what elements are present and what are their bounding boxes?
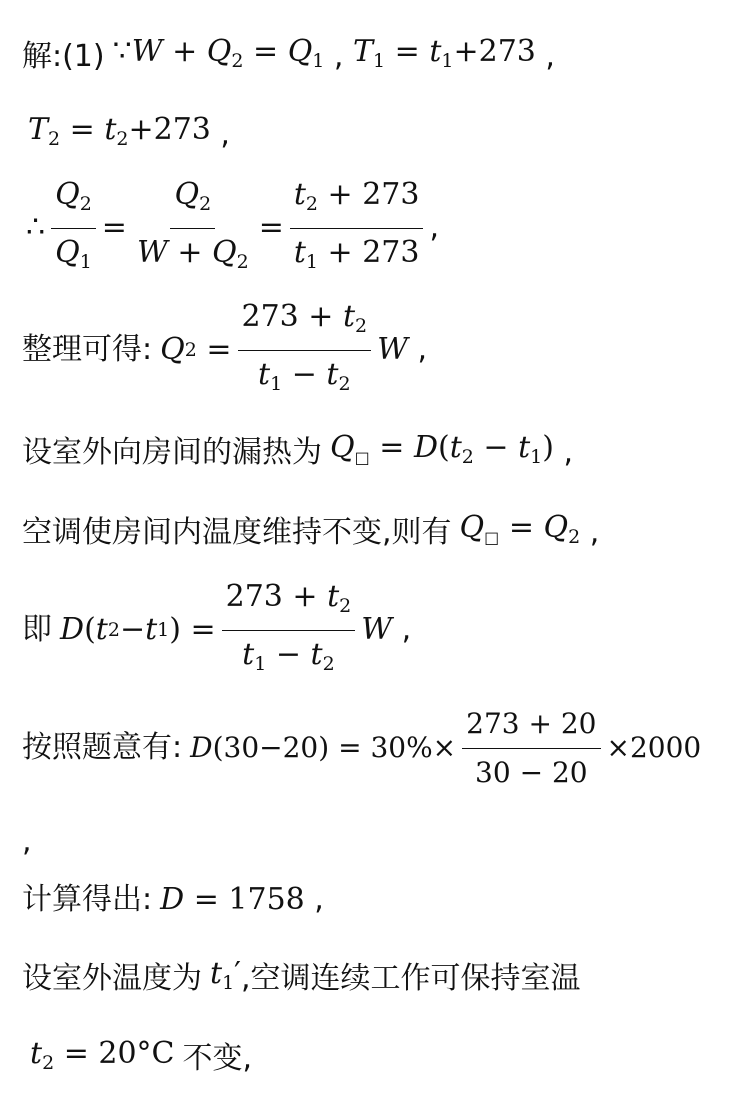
solution-line-leak: 设室外向房间的漏热为 $Q_□ = D(t_2 - t_1)$ ,: [22, 428, 738, 478]
equation-equate: D ( t 2 − t 1 ) = $\frac{273 + t_2}{t_1 - t_2}$ W: [60, 578, 393, 675]
solution-line-2: $T_2 = t_2+273$ ,: [28, 110, 738, 159]
equation-Q2: Q 2 = $\frac{273 + t_2}{t_1 - t_2}$ W: [160, 298, 408, 395]
equation-result: D = 1758: [160, 882, 305, 917]
equation-t1-prime: $t_1'$: [210, 956, 241, 994]
solution-line-equate: 即 D ( t 2 − t 1 ) = $\frac{273 + t_2}{t_1 - t_2}$ W ,: [22, 590, 738, 670]
solution-line-result: 计算得出: D = 1758 ,: [22, 880, 738, 920]
equation-energy: ∵W + $Q_2 = Q_1$: [112, 34, 325, 72]
equation-T2: $T_2 = t_2+273$: [28, 112, 211, 150]
solution-line-balance: 空调使房间内温度维持不变,则有 $Q_□ = Q_2$ ,: [22, 508, 738, 558]
solution-line-comma: ,: [22, 824, 32, 859]
equation-T1: $T_1 = t_1+273$: [353, 34, 536, 72]
solution-label: 解:(1): [22, 38, 105, 74]
solution-line-1: 解:(1) ∵W + $Q_2 = Q_1$ , $T_1 = t_1+273$ ,: [22, 32, 738, 81]
equation-ratio: ∴ $\frac{Q_2}{Q_1}$ = $\frac{Q_2}{W + Q_2}$ = $\frac{t_2 + 273}{t_1 + 273}$: [26, 175, 429, 282]
equation-balance: $Q_□ = Q_2$: [459, 510, 581, 548]
solution-line-simplified: 整理可得: Q 2 = $\frac{273 + t_2}{t_1 - t_2}$ W ,: [22, 310, 738, 390]
solution-line-outdoor: 设室外温度为 $t_1'$ ,空调连续工作可保持室温: [22, 954, 738, 1003]
solution-line-numeric: 按照题意有: D ( 30 − 20 ) = 30%× $\frac{273 + 20}{30 - 20}$ ×2000: [22, 708, 738, 788]
equation-numeric: D ( 30 − 20 ) = 30%× $\frac{273 + 20}{30 - 20}$ ×2000: [190, 704, 701, 793]
equation-t2-value: $t_2 = 20^\circ C$: [30, 1036, 175, 1074]
equation-leak: $Q_□ = D(t_2 - t_1)$: [330, 430, 554, 468]
solution-line-ratio: ∴ $\frac{Q_2}{Q_1}$ = $\frac{Q_2}{W + Q_2}$ = $\frac{t_2 + 273}{t_1 + 273}$ ,: [26, 190, 738, 266]
solution-line-room-temp: $t_2 = 20^\circ C$ 不变,: [30, 1034, 738, 1083]
